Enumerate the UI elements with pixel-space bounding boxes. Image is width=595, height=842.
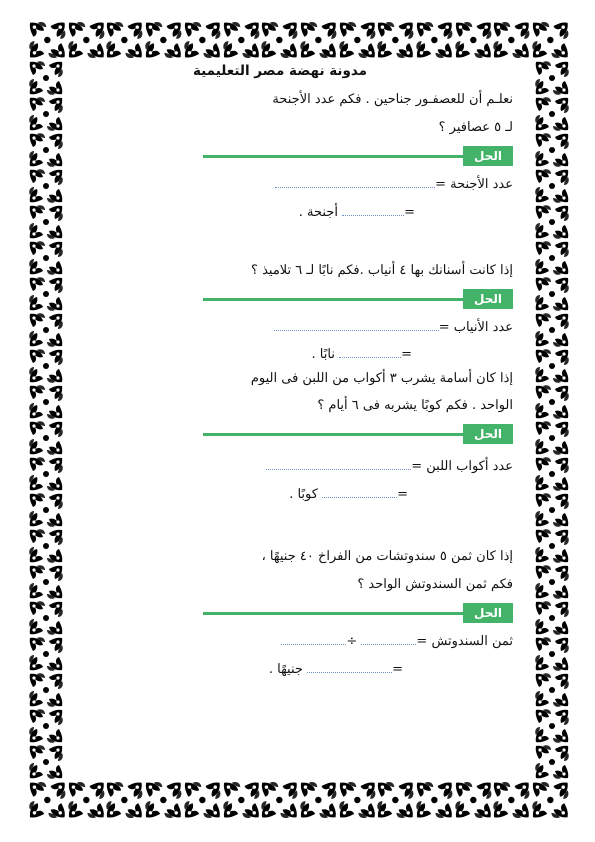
q1-blank-2[interactable] [342, 205, 404, 216]
floral-ornament-icon [534, 636, 570, 672]
floral-ornament-icon [534, 420, 570, 456]
floral-ornament-icon [28, 348, 64, 384]
floral-ornament-icon [534, 168, 570, 204]
q1-line2: لـ ٥ عصافير ؟ [438, 120, 513, 135]
floral-ornament-icon [534, 204, 570, 240]
floral-ornament-icon [28, 492, 64, 528]
q3-blank-2[interactable] [322, 487, 397, 498]
q2-solution-bar [203, 289, 513, 309]
floral-ornament-icon [28, 672, 64, 708]
ornamental-border-left [28, 60, 64, 780]
floral-ornament-icon [531, 780, 570, 820]
floral-ornament-icon [534, 744, 570, 780]
q4-line1: إذا كان ثمن ٥ سندوتشات من الفراخ ٤٠ جنيهًا ، [261, 549, 513, 564]
floral-ornament-icon [28, 60, 64, 96]
floral-ornament-icon [105, 20, 144, 60]
floral-ornament-icon [534, 276, 570, 312]
floral-ornament-icon [534, 492, 570, 528]
floral-ornament-icon [534, 312, 570, 348]
q4-equals: = [392, 662, 403, 677]
q1-equals: = [404, 205, 415, 220]
floral-ornament-icon [299, 780, 338, 820]
floral-ornament-icon [376, 780, 415, 820]
floral-ornament-icon [28, 96, 64, 132]
floral-ornament-icon [534, 564, 570, 600]
q4-blank-1[interactable] [361, 634, 416, 645]
floral-ornament-icon [534, 132, 570, 168]
q4-divide-sign: ÷ [346, 634, 358, 649]
floral-ornament-icon [28, 240, 64, 276]
floral-ornament-icon [28, 564, 64, 600]
floral-ornament-icon [105, 780, 144, 820]
floral-ornament-icon [299, 20, 338, 60]
floral-ornament-icon [534, 240, 570, 276]
q2-line1: إذا كانت أسنانك بها ٤ أنياب .فكم نابًا لـ ٦ تلاميذ ؟ [251, 263, 513, 278]
floral-ornament-icon [338, 780, 377, 820]
q4-solution-label: الحل [463, 603, 513, 623]
ornamental-border-top [28, 20, 570, 60]
floral-ornament-icon [67, 20, 106, 60]
q4-blank-2[interactable] [281, 634, 346, 645]
q3-answer-label: عدد أكواب اللبن = [411, 459, 513, 474]
q1-blank-1[interactable] [275, 177, 435, 188]
q1-line1: نعلـم أن للعصفـور جناحين . فكم عدد الأجنحة [272, 92, 513, 107]
q1-unit: أجنحة . [298, 205, 338, 220]
floral-ornament-icon [531, 20, 570, 60]
floral-ornament-icon [534, 528, 570, 564]
q4-solution-rule [203, 612, 465, 615]
q1-equation-row [299, 205, 415, 220]
q3-answer-row [266, 459, 513, 474]
q3-equation-row [289, 487, 408, 502]
floral-ornament-icon [28, 20, 67, 60]
floral-ornament-icon [415, 780, 454, 820]
q2-solution-rule [203, 298, 465, 301]
q1-solution-bar [203, 146, 513, 166]
q4-answer-label: ثمن السندوتش = [416, 634, 513, 649]
floral-ornament-icon [28, 528, 64, 564]
q2-blank-2[interactable] [339, 347, 401, 358]
floral-ornament-icon [144, 20, 183, 60]
floral-ornament-icon [28, 708, 64, 744]
q4-answer-row [281, 634, 513, 649]
q2-solution-label: الحل [463, 289, 513, 309]
floral-ornament-icon [222, 20, 261, 60]
floral-ornament-icon [534, 672, 570, 708]
floral-ornament-icon [28, 780, 67, 820]
q3-equals: = [397, 487, 408, 502]
floral-ornament-icon [260, 780, 299, 820]
q3-solution-label: الحل [463, 424, 513, 444]
floral-ornament-icon [183, 20, 222, 60]
floral-ornament-icon [534, 384, 570, 420]
q2-answer-label: عدد الأنياب = [438, 320, 513, 335]
floral-ornament-icon [492, 20, 531, 60]
ornamental-border-bottom [28, 780, 570, 820]
q1-solution-rule [203, 155, 465, 158]
ornamental-border-right [534, 60, 570, 780]
q1-answer-row [275, 177, 513, 192]
q3-unit: كوبًا . [289, 487, 318, 502]
floral-ornament-icon [534, 456, 570, 492]
q3-blank-1[interactable] [266, 459, 411, 470]
floral-ornament-icon [28, 600, 64, 636]
floral-ornament-icon [28, 204, 64, 240]
floral-ornament-icon [376, 20, 415, 60]
floral-ornament-icon [28, 168, 64, 204]
floral-ornament-icon [144, 780, 183, 820]
floral-ornament-icon [338, 20, 377, 60]
floral-ornament-icon [28, 456, 64, 492]
floral-ornament-icon [222, 780, 261, 820]
q4-line2: فكم ثمن السندوتش الواحد ؟ [357, 577, 513, 592]
floral-ornament-icon [28, 276, 64, 312]
q4-equation-row [269, 662, 403, 677]
q4-blank-3[interactable] [307, 662, 392, 673]
floral-ornament-icon [415, 20, 454, 60]
q3-line2: الواحد . فكم كوبًا يشربه فى ٦ أيام ؟ [317, 398, 513, 413]
floral-ornament-icon [534, 348, 570, 384]
floral-ornament-icon [28, 132, 64, 168]
floral-ornament-icon [28, 312, 64, 348]
floral-ornament-icon [534, 708, 570, 744]
floral-ornament-icon [454, 780, 493, 820]
floral-ornament-icon [492, 780, 531, 820]
floral-ornament-icon [260, 20, 299, 60]
q4-solution-bar [203, 603, 513, 623]
q1-solution-label: الحل [463, 146, 513, 166]
q2-answer-row [274, 320, 513, 335]
floral-ornament-icon [28, 744, 64, 780]
floral-ornament-icon [534, 60, 570, 96]
q4-unit: جنيهًا . [268, 662, 303, 677]
floral-ornament-icon [28, 384, 64, 420]
floral-ornament-icon [183, 780, 222, 820]
q3-solution-rule [203, 433, 465, 436]
q3-solution-bar [203, 424, 513, 444]
floral-ornament-icon [534, 600, 570, 636]
q1-answer-label: عدد الأجنحة = [435, 177, 513, 192]
floral-ornament-icon [534, 96, 570, 132]
q2-equation-row [312, 347, 412, 362]
blog-title: مدونة نهضة مصر التعليمية [192, 63, 368, 79]
q2-blank-1[interactable] [274, 320, 439, 331]
q2-unit: نابًا . [311, 347, 335, 362]
floral-ornament-icon [454, 20, 493, 60]
q3-line1: إذا كان أسامة يشرب ٣ أكواب من اللبن فى اليوم [250, 371, 513, 386]
floral-ornament-icon [67, 780, 106, 820]
floral-ornament-icon [28, 420, 64, 456]
q2-equals: = [401, 347, 412, 362]
floral-ornament-icon [28, 636, 64, 672]
